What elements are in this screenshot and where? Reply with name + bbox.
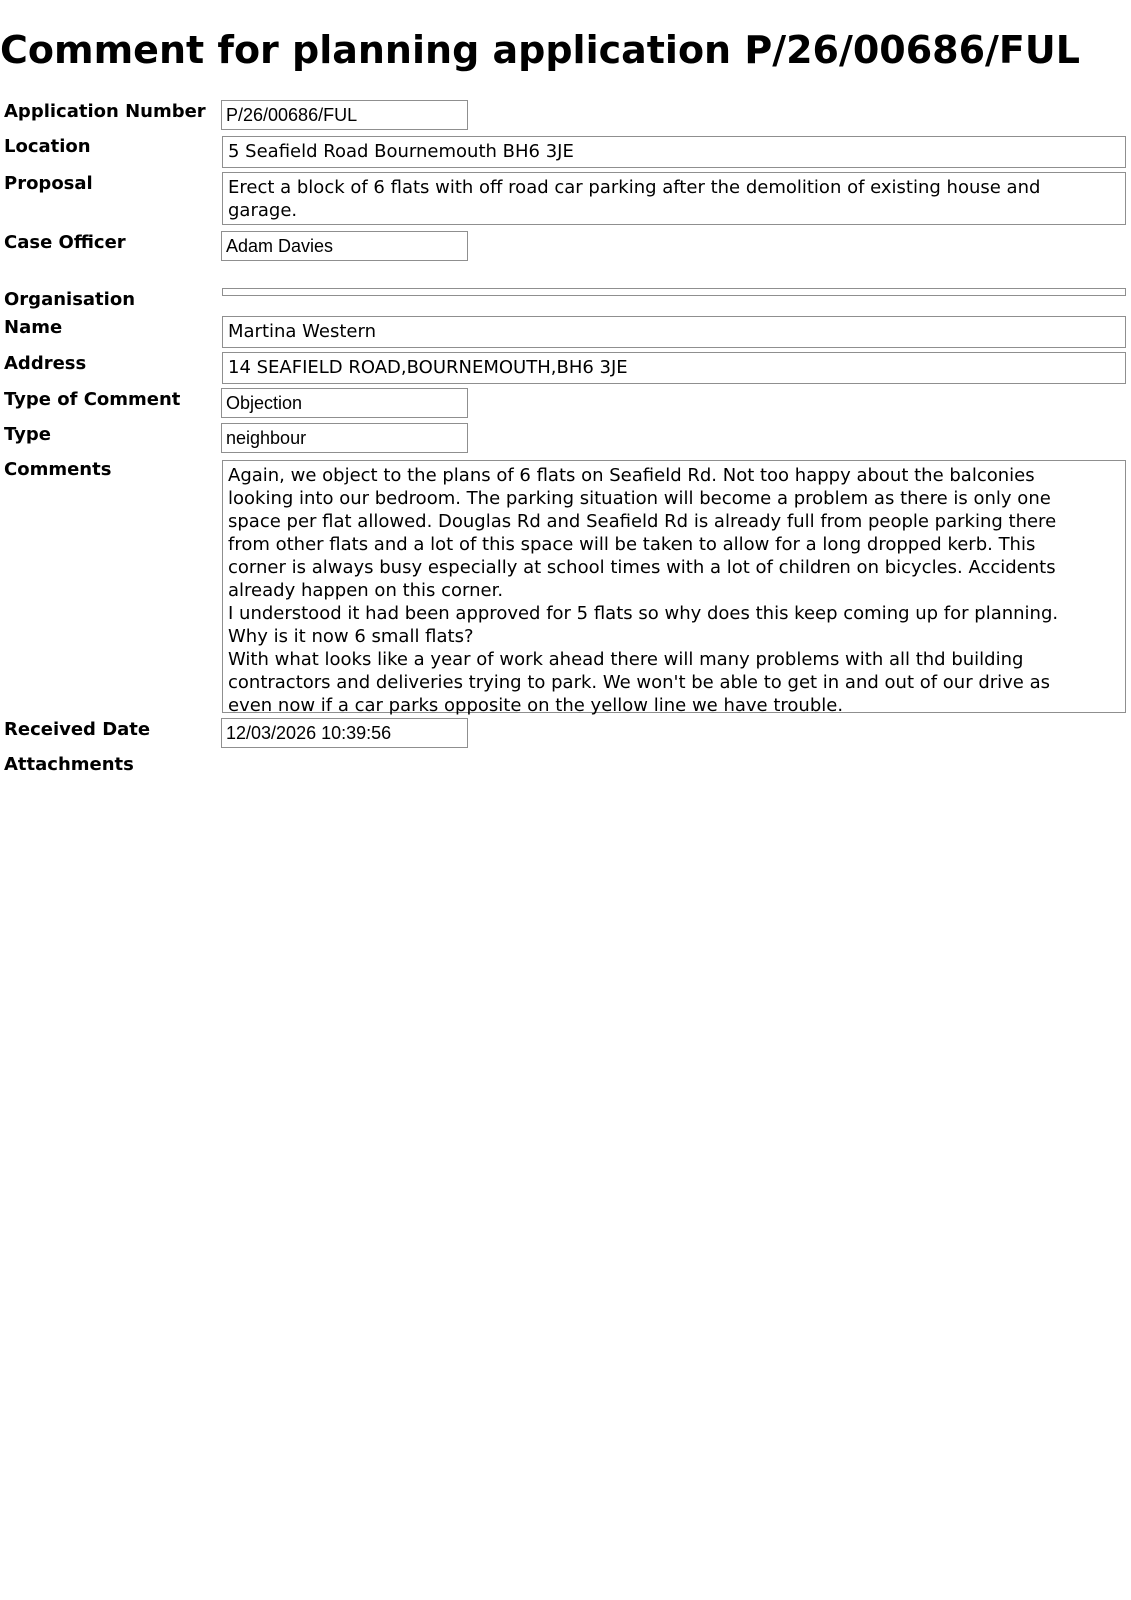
organisation-label: Organisation bbox=[4, 289, 136, 310]
comment-line: looking into our bedroom. The parking situation will become a problem as there is only one bbox=[228, 488, 1051, 509]
comment-line: from other flats and a lot of this space will be taken to allow for a long dropped kerb. This bbox=[228, 534, 1036, 555]
name-label: Name bbox=[4, 317, 63, 338]
location-field: 5 Seafield Road Bournemouth BH6 3JE bbox=[222, 136, 1126, 168]
proposal-line: Erect a block of 6 flats with off road car parking after the demolition of existing house and bbox=[228, 177, 1041, 198]
page-title: Comment for planning application P/26/00686/FUL bbox=[0, 28, 1080, 72]
comment-line: already happen on this corner. bbox=[228, 580, 504, 601]
comments-label: Comments bbox=[4, 459, 112, 480]
comment-line: contractors and deliveries trying to park. We won't be able to get in and out of our drive as bbox=[228, 672, 1051, 693]
name-field: Martina Western bbox=[222, 316, 1126, 348]
type-field: neighbour bbox=[221, 423, 468, 453]
location-label: Location bbox=[4, 136, 91, 157]
proposal-line: garage. bbox=[228, 200, 298, 221]
comment-line: With what looks like a year of work ahead there will many problems with all thd building bbox=[228, 649, 1024, 670]
type-of-comment-label: Type of Comment bbox=[4, 389, 181, 410]
comment-line: corner is always busy especially at school times with a lot of children on bicycles. Accidents bbox=[228, 557, 1056, 578]
proposal-label: Proposal bbox=[4, 173, 93, 194]
comment-line: Why is it now 6 small flats? bbox=[228, 626, 474, 647]
received-date-label: Received Date bbox=[4, 719, 151, 740]
type-label: Type bbox=[4, 424, 51, 445]
address-label: Address bbox=[4, 353, 87, 374]
attachments-label: Attachments bbox=[4, 754, 134, 775]
type-of-comment-field: Objection bbox=[221, 388, 468, 418]
organisation-field bbox=[222, 288, 1126, 296]
application-number-label: Application Number bbox=[4, 101, 206, 122]
comment-line: space per flat allowed. Douglas Rd and Seafield Rd is already full from people parking there bbox=[228, 511, 1057, 532]
case-officer-field: Adam Davies bbox=[221, 231, 468, 261]
application-number-field: P/26/00686/FUL bbox=[221, 100, 468, 130]
address-field: 14 SEAFIELD ROAD,BOURNEMOUTH,BH6 3JE bbox=[222, 352, 1126, 384]
comments-field bbox=[222, 460, 1126, 716]
received-date-field: 12/03/2026 10:39:56 bbox=[221, 718, 468, 748]
proposal-field bbox=[222, 172, 1126, 225]
case-officer-label: Case Officer bbox=[4, 232, 126, 253]
comment-line: even now if a car parks opposite on the yellow line we have trouble. bbox=[228, 695, 844, 716]
comment-line: I understood it had been approved for 5 flats so why does this keep coming up for planning. bbox=[228, 603, 1059, 624]
comment-line: Again, we object to the plans of 6 flats on Seafield Rd. Not too happy about the balconies bbox=[228, 465, 1035, 486]
